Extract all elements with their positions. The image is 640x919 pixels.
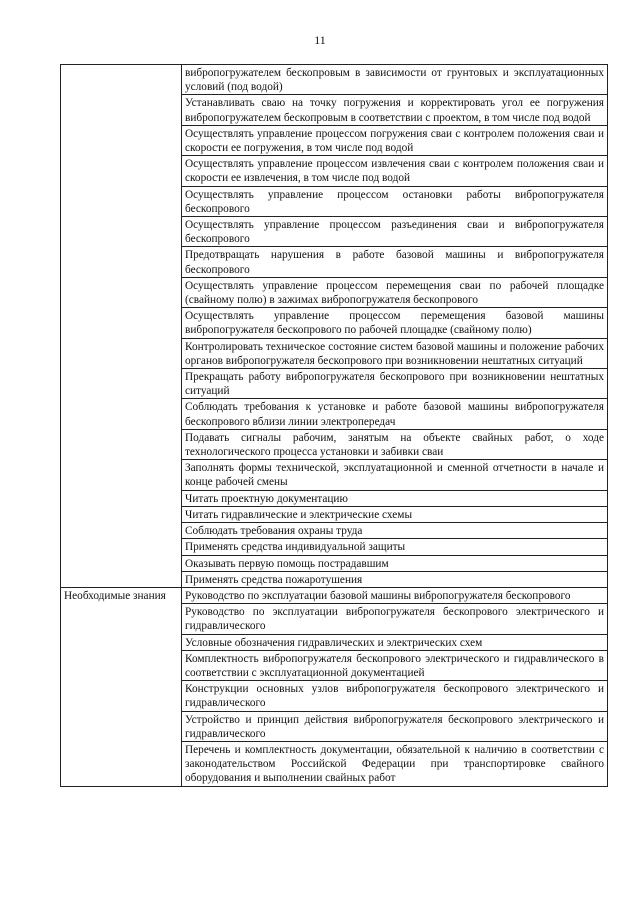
skill-item: Читать проектную документацию: [182, 490, 608, 506]
skill-item: Осуществлять управление процессом разъединения сваи и вибропогружателя бескопрового: [182, 217, 608, 247]
knowledge-item: Руководство по эксплуатации вибропогружателя бескопрового электрического и гидравлического: [182, 604, 608, 634]
table-row: [61, 65, 608, 95]
skill-item: Прекращать работу вибропогружателя бескопрового при возникновении нештатных ситуаций: [182, 369, 608, 399]
skill-item: Осуществлять управление процессом извлечения сваи с контролем положения сваи и скорости ее извлечения, в том числе под водой: [182, 156, 608, 186]
skill-item: Контролировать техническое состояние систем базовой машины и положение рабочих органов вибропогружателя бескопрового при возникновении нештатных ситуаций: [182, 338, 608, 368]
requirements-table: [60, 64, 608, 787]
skill-item: Оказывать первую помощь пострадавшим: [182, 555, 608, 571]
knowledge-item: Условные обозначения гидравлических и электрических схем: [182, 634, 608, 650]
skill-item: Соблюдать требования охраны труда: [182, 523, 608, 539]
knowledge-item: Устройство и принцип действия вибропогружателя бескопрового электрического и гидравлического: [182, 711, 608, 741]
skill-item: Осуществлять управление процессом погружения сваи с контролем положения сваи и скорости ее погружения, в том числе под водой: [182, 125, 608, 155]
knowledge-item: Конструкции основных узлов вибропогружателя бескопрового электрического и гидравлического: [182, 681, 608, 711]
page-number: 11: [314, 33, 326, 47]
skill-item: Осуществлять управление процессом остановки работы вибропогружателя бескопрового: [182, 186, 608, 216]
skills-label-cell: [61, 65, 182, 588]
skill-item: Осуществлять управление процессом перемещения сваи по рабочей площадке (свайному полю) в зажимах вибропогружателя бескопрового: [182, 277, 608, 307]
skill-item: Заполнять формы технической, эксплуатационной и сменной отчетности в начале и конце рабочей смены: [182, 460, 608, 490]
skill-item: Применять средства индивидуальной защиты: [182, 539, 608, 555]
knowledge-label: Необходимые знания: [61, 587, 182, 786]
knowledge-item: Руководство по эксплуатации базовой машины вибропогружателя бескопрового: [182, 587, 608, 603]
skill-item: Соблюдать требования к установке и работе базовой машины вибропогружателя бескопрового вблизи линии электропередач: [182, 399, 608, 429]
skill-item: Применять средства пожаротушения: [182, 571, 608, 587]
skill-item: вибропогружателем бескопровым в зависимости от грунтовых и эксплуатационных условий (под водой): [182, 65, 608, 95]
skill-item: Читать гидравлические и электрические схемы: [182, 506, 608, 522]
knowledge-item: Комплектность вибропогружателя бескопрового электрического и гидравлического в соответствии с эксплуатационной документацией: [182, 650, 608, 680]
skill-item: Осуществлять управление процессом перемещения базовой машины вибропогружателя бескопрового по рабочей площадке (свайному полю): [182, 308, 608, 338]
skill-item: Устанавливать сваю на точку погружения и корректировать угол ее погружения вибропогружателем бескопровым в соответствии с проектом, в том числе под водой: [182, 95, 608, 125]
knowledge-item: Перечень и комплектность документации, обязательной к наличию в соответствии с законодательством Российской Федерации при транспортировке свайного оборудования и выполнении свайных работ: [182, 741, 608, 786]
table-row: [61, 587, 608, 603]
skill-item: Подавать сигналы рабочим, занятым на объекте свайных работ, о ходе технологического процесса установки и забивки сваи: [182, 429, 608, 459]
skill-item: Предотвращать нарушения в работе базовой машины и вибропогружателя бескопрового: [182, 247, 608, 277]
